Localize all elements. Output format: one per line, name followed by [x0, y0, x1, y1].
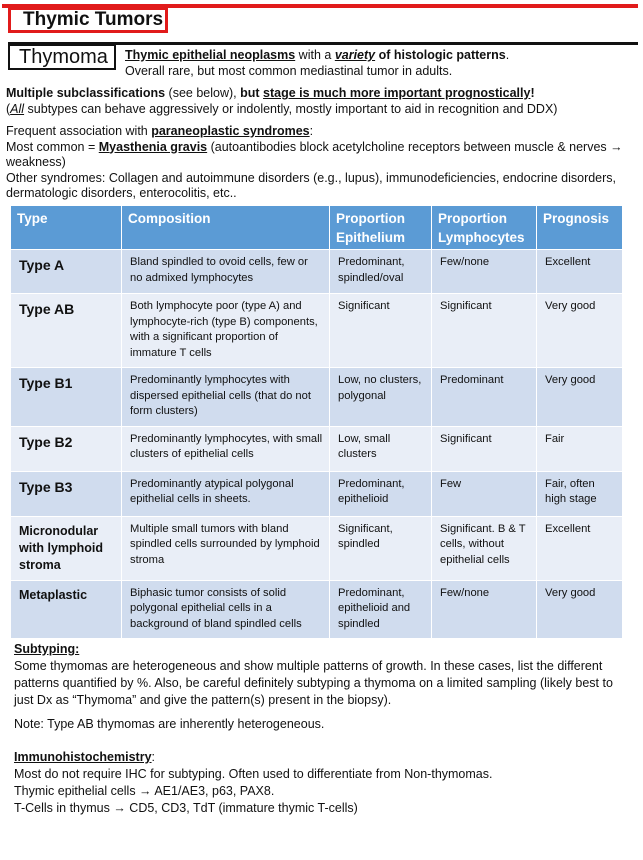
- subclass-text: (see below),: [165, 86, 241, 100]
- paren-open: (: [6, 101, 11, 116]
- intro-period: .: [505, 48, 510, 62]
- paraneoplastic-term: paraneoplastic syndromes: [151, 124, 310, 138]
- ihc-line-2: Thymic epithelial cells → AE1/AE3, p63, PAX8.: [14, 784, 275, 798]
- assoc-line-3: Other syndromes: Collagen and autoimmune disorders (e.g., lupus), immunodeficiencies, endocrine disorders, dermatologic disorders, enterocolitis, etc..: [6, 170, 617, 200]
- table-row: [11, 471, 623, 516]
- subtyping-section: [14, 641, 629, 733]
- assoc-text: Frequent association with: [6, 124, 152, 138]
- thymoma-types-table: [10, 205, 623, 639]
- proportion-epithelium-cell: Predominant, spindled/oval: [330, 250, 432, 294]
- all-emphasis: All: [10, 101, 25, 116]
- subclassification-paragraph: [6, 86, 636, 117]
- composition-cell: Both lymphocyte poor (type A) and lymphocyte-rich (type B) components, with a significant proportion of immature T cells: [122, 294, 330, 368]
- proportion-epithelium-cell: Low, no clusters, polygonal: [330, 368, 432, 427]
- ihc-section: [14, 749, 629, 817]
- assoc-colon: :: [309, 124, 314, 138]
- prognosis-cell: Very good: [537, 368, 623, 427]
- ihc-line-1: Most do not require IHC for subtyping. Often used to differentiate from Non-thymomas.: [14, 767, 493, 781]
- proportion-epithelium-cell: Low, small clusters: [330, 426, 432, 471]
- header-prognosis: Prognosis: [537, 206, 623, 250]
- ihc-colon: :: [151, 750, 156, 764]
- proportion-epithelium-cell: Significant, spindled: [330, 516, 432, 580]
- proportion-lymphocytes-cell: Significant. B & T cells, without epithelial cells: [432, 516, 537, 580]
- table-row: [11, 516, 623, 580]
- proportion-lymphocytes-cell: Few/none: [432, 250, 537, 294]
- ihc-heading: Immunohistochemistry: [14, 750, 152, 764]
- thymoma-intro: [125, 47, 509, 79]
- proportion-epithelium-cell: Predominant, epithelioid: [330, 471, 432, 516]
- composition-cell: Biphasic tumor consists of solid polygonal epithelial cells in a background of bland spindled cells: [122, 580, 330, 639]
- ihc-heading-line: [14, 749, 629, 766]
- intro-bold-text: Thymic epithelial neoplasms: [125, 48, 296, 62]
- table-header-row: [11, 206, 623, 250]
- type-cell: Type B1: [11, 368, 122, 427]
- proportion-epithelium-cell: Predominant, epithelioid and spindled: [330, 580, 432, 639]
- table-row: [11, 368, 623, 427]
- header-proportion-epithelium: Proportion Epithelium: [330, 206, 432, 250]
- table-row: [11, 294, 623, 368]
- table-row: [11, 426, 623, 471]
- subclass-line-2: [6, 102, 636, 118]
- type-cell: Type A: [11, 250, 122, 294]
- proportion-lymphocytes-cell: Significant: [432, 294, 537, 368]
- prognosis-cell: Excellent: [537, 516, 623, 580]
- prognosis-cell: Very good: [537, 294, 623, 368]
- stage-emphasis: stage is much more important prognostically: [263, 86, 531, 100]
- proportion-lymphocytes-cell: Few: [432, 471, 537, 516]
- header-composition: Composition: [122, 206, 330, 250]
- intro-text: with a: [295, 48, 335, 62]
- type-cell: Type B2: [11, 426, 122, 471]
- subtyping-heading: Subtyping:: [14, 642, 80, 656]
- section-title-thymoma: Thymoma: [8, 44, 116, 70]
- most-common-label: Most common =: [6, 139, 99, 154]
- table-row: [11, 580, 623, 639]
- subtyping-paragraph: Some thymomas are heterogeneous and show multiple patterns of growth. In these cases, list the different patterns quantified by %. Also, be careful definitely subtyping a thymoma on a limited sampling (likely best to just Dx as “Thymoma” and give the pattern(s) present in the biopsy).: [14, 659, 613, 707]
- proportion-lymphocytes-cell: Significant: [432, 426, 537, 471]
- composition-cell: Predominantly lymphocytes with dispersed epithelial cells (that do not form clusters): [122, 368, 330, 427]
- intro-variety: variety: [334, 48, 376, 62]
- composition-cell: Multiple small tumors with bland spindled cells surrounded by lymphoid stroma: [122, 516, 330, 580]
- table-row: [11, 250, 623, 294]
- subclass-bold-2: but: [240, 86, 264, 100]
- intro-bold-text-2: of histologic patterns: [375, 48, 506, 62]
- header-proportion-lymphocytes: Proportion Lymphocytes: [432, 206, 537, 250]
- proportion-lymphocytes-cell: Few/none: [432, 580, 537, 639]
- type-cell: Type AB: [11, 294, 122, 368]
- proportion-lymphocytes-cell: Predominant: [432, 368, 537, 427]
- paraneoplastic-paragraph: [6, 124, 636, 202]
- composition-cell: Predominantly lymphocytes, with small clusters of epithelial cells: [122, 426, 330, 471]
- prognosis-cell: Very good: [537, 580, 623, 639]
- type-cell: Type B3: [11, 471, 122, 516]
- prognosis-cell: Fair: [537, 426, 623, 471]
- type-cell: Metaplastic: [11, 580, 122, 639]
- composition-cell: Predominantly atypical polygonal epithelial cells in sheets.: [122, 471, 330, 516]
- type-cell: Micronodular with lymphoid stroma: [11, 516, 122, 580]
- subclass-line-1: [6, 86, 636, 102]
- assoc-line-1: [6, 124, 636, 140]
- intro-line-2: Overall rare, but most common mediastinal tumor in adults.: [125, 64, 453, 78]
- prognosis-cell: Fair, often high stage: [537, 471, 623, 516]
- header-type: Type: [11, 206, 122, 250]
- proportion-epithelium-cell: Significant: [330, 294, 432, 368]
- ihc-line-3: T-Cells in thymus → CD5, CD3, TdT (immature thymic T-cells): [14, 801, 358, 815]
- subclass-exclaim: !: [530, 86, 535, 100]
- myasthenia-desc: (autoantibodies block acetylcholine receptors between muscle & nerves → weakness): [6, 139, 623, 169]
- subtyping-note: Note: Type AB thymomas are inherently heterogeneous.: [14, 717, 325, 731]
- intro-line-1: [125, 47, 509, 63]
- page-title: Thymic Tumors: [8, 7, 168, 33]
- subclass-bold: Multiple subclassifications: [6, 86, 166, 100]
- composition-cell: Bland spindled to ovoid cells, few or no admixed lymphocytes: [122, 250, 330, 294]
- subclass-rest: subtypes can behave aggressively or indolently, mostly important to aid in recognition and DDX): [24, 101, 558, 116]
- myasthenia-term: Myasthenia gravis: [98, 139, 208, 154]
- prognosis-cell: Excellent: [537, 250, 623, 294]
- assoc-line-2: [6, 140, 636, 171]
